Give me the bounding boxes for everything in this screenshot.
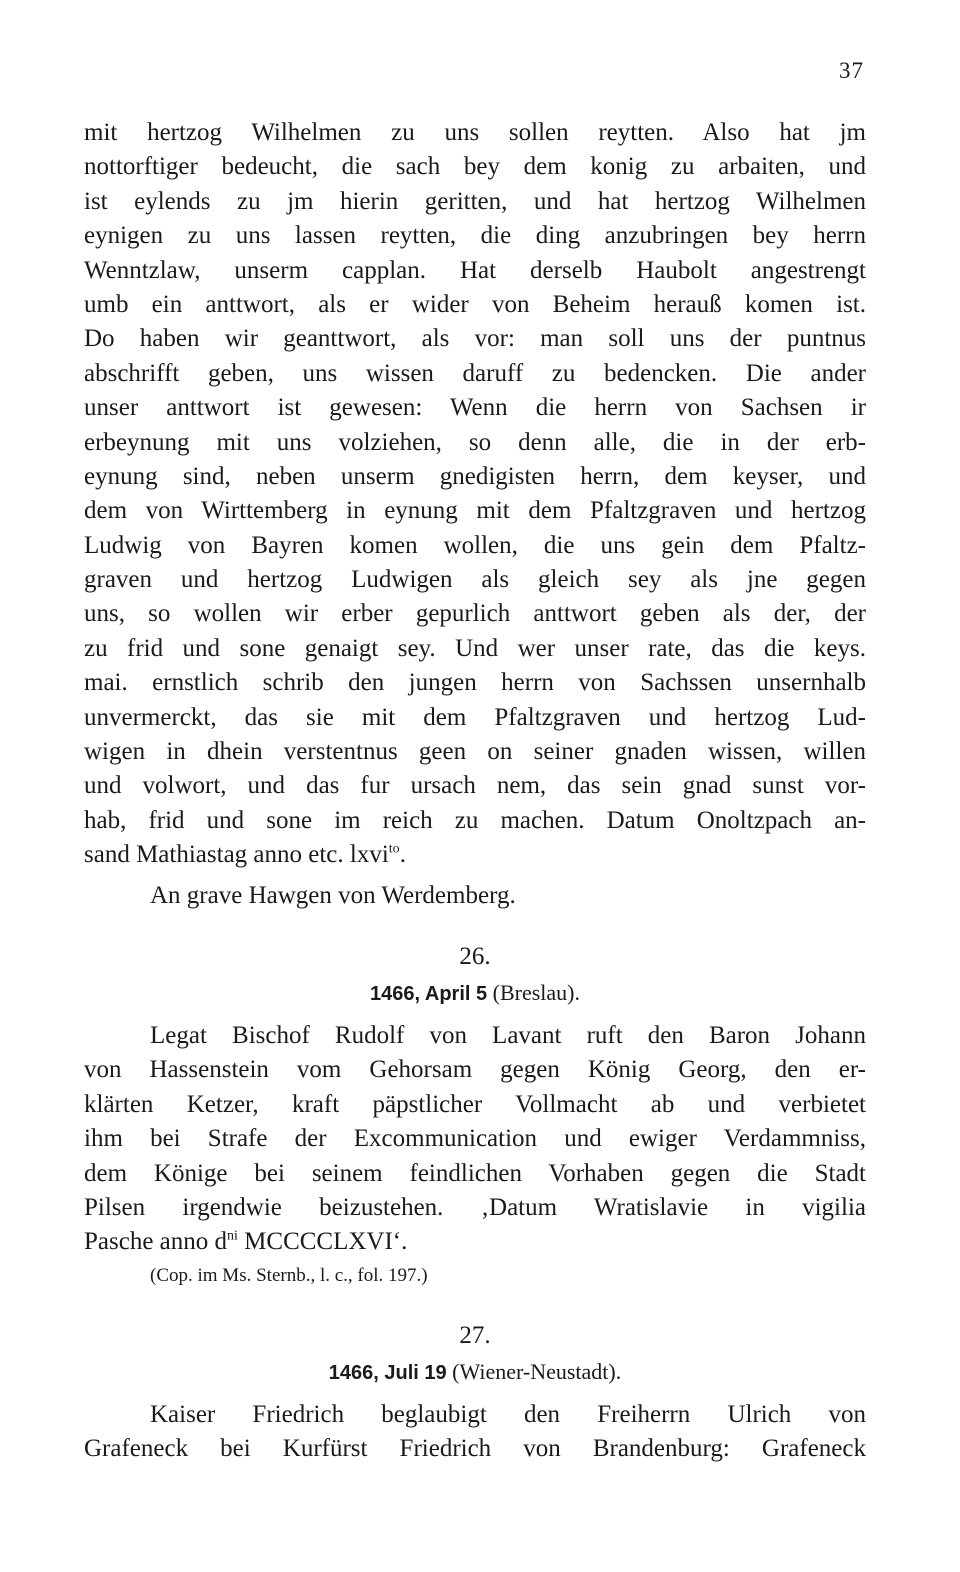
entry-place: (Breslau). <box>492 979 580 1005</box>
text-segment: MCCCCLXVI‘. <box>237 1228 408 1256</box>
text-line <box>84 1225 866 1259</box>
entry-date: 1466, April 5 <box>370 982 488 1005</box>
text-line: graven und hertzog Ludwigen als gleich sey als jne gegen <box>84 566 866 594</box>
text-line: Kaiser Friedrich beglaubigt den Freiherrn Ulrich von <box>150 1400 866 1428</box>
text-line: Pilsen irgendwie beizustehen. ‚Datum Wratislavie in vigilia <box>84 1193 866 1221</box>
entry-number: 27. <box>459 1321 491 1349</box>
entry-27 <box>84 1318 866 1467</box>
text-line: nottorftiger bedeucht, die sach bey dem konig zu arbaiten, und <box>84 153 866 181</box>
text-line: Legat Bischof Rudolf von Lavant ruft den Baron Johann <box>150 1021 866 1049</box>
text-line: uns, so wollen wir erber gepurlich anttwort geben als der, der <box>84 600 866 628</box>
text-line: mai. ernstlich schrib den jungen herrn von Sachssen unsernhalb <box>84 669 866 697</box>
text-line: mit hertzog Wilhelmen zu uns sollen reytten. Also hat jm <box>84 119 866 146</box>
superscript: ni <box>227 1229 238 1244</box>
entry-date-line <box>84 1354 866 1390</box>
text-line: unvermerckt, das sie mit dem Pfaltzgraven und hertzog Lud- <box>84 703 866 731</box>
page-body <box>84 116 866 1467</box>
text-line: von Hassenstein vom Gehorsam gegen König Georg, den er- <box>84 1056 866 1084</box>
page-number: 37 <box>839 58 864 83</box>
closing-line <box>84 838 866 872</box>
text-line: Do haben wir geanttwort, als vor: man soll uns der puntnus <box>84 325 866 353</box>
text-line: eynung sind, neben unserm gnedigisten herrn, dem keyser, und <box>84 462 866 490</box>
text-line: erbeynung mit uns volziehen, so denn alle, die in der erb- <box>84 428 866 456</box>
entry-number: 26. <box>459 942 491 970</box>
text-line: dem von Wirttemberg in eynung mit dem Pfaltzgraven und hertzog <box>84 497 866 525</box>
text-line: klärten Ketzer, kraft päpstlicher Vollmacht ab und verbietet <box>84 1090 866 1118</box>
closing-text: sand Mathiastag anno etc. lxvi <box>84 841 389 869</box>
text-line: eynigen zu uns lassen reytten, die ding anzubringen bey herrn <box>84 222 866 250</box>
text-segment: Pasche anno d <box>84 1228 228 1256</box>
letter-continuation <box>84 116 866 913</box>
entry-date-line <box>84 975 866 1011</box>
text-line: abschrifft geben, uns wissen daruff zu bedencken. Die ander <box>84 359 866 387</box>
text-line: Wenntzlaw, unserm capplan. Hat derselb Haubolt angestrengt <box>84 256 866 284</box>
closing-superscript: to <box>388 841 400 857</box>
text-line: unser anttwort ist gewesen: Wenn die herrn von Sachsen ir <box>84 394 866 422</box>
entry-date: 1466, Juli 19 <box>328 1361 447 1384</box>
text-line: ihm bei Strafe der Excommunication und ewiger Verdammniss, <box>84 1125 866 1153</box>
text-line: dem Könige bei seinem feindlichen Vorhaben gegen die Stadt <box>84 1159 866 1187</box>
text-line: und volwort, und das fur ursach nem, das sein gnad sunst vor- <box>84 772 866 800</box>
text-line: umb ein anttwort, als er wider von Beheim herauß komen ist. <box>84 290 866 318</box>
text-line: ist eylends zu jm hierin geritten, und hat hertzog Wilhelmen <box>84 187 866 215</box>
entry-26 <box>84 939 866 1292</box>
text-line: Grafeneck bei Kurfürst Friedrich von Brandenburg: Grafeneck <box>84 1435 866 1463</box>
text-line: hab, frid und sone im reich zu machen. Datum Onoltzpach an- <box>84 806 866 834</box>
text-line: wigen in dhein verstentnus geen on seiner gnaden wissen, willen <box>84 738 866 766</box>
entry-place: (Wiener-Neustadt). <box>452 1358 622 1384</box>
source-citation: (Cop. im Ms. Sternb., l. c., fol. 197.) <box>150 1264 428 1286</box>
letter-address: An grave Hawgen von Werdemberg. <box>150 881 516 909</box>
closing-period: . <box>399 841 406 869</box>
text-line: Ludwig von Bayren komen wollen, die uns gein dem Pfaltz- <box>84 531 866 559</box>
text-line: zu frid und sone genaigt sey. Und wer unser rate, das die keys. <box>84 634 866 662</box>
